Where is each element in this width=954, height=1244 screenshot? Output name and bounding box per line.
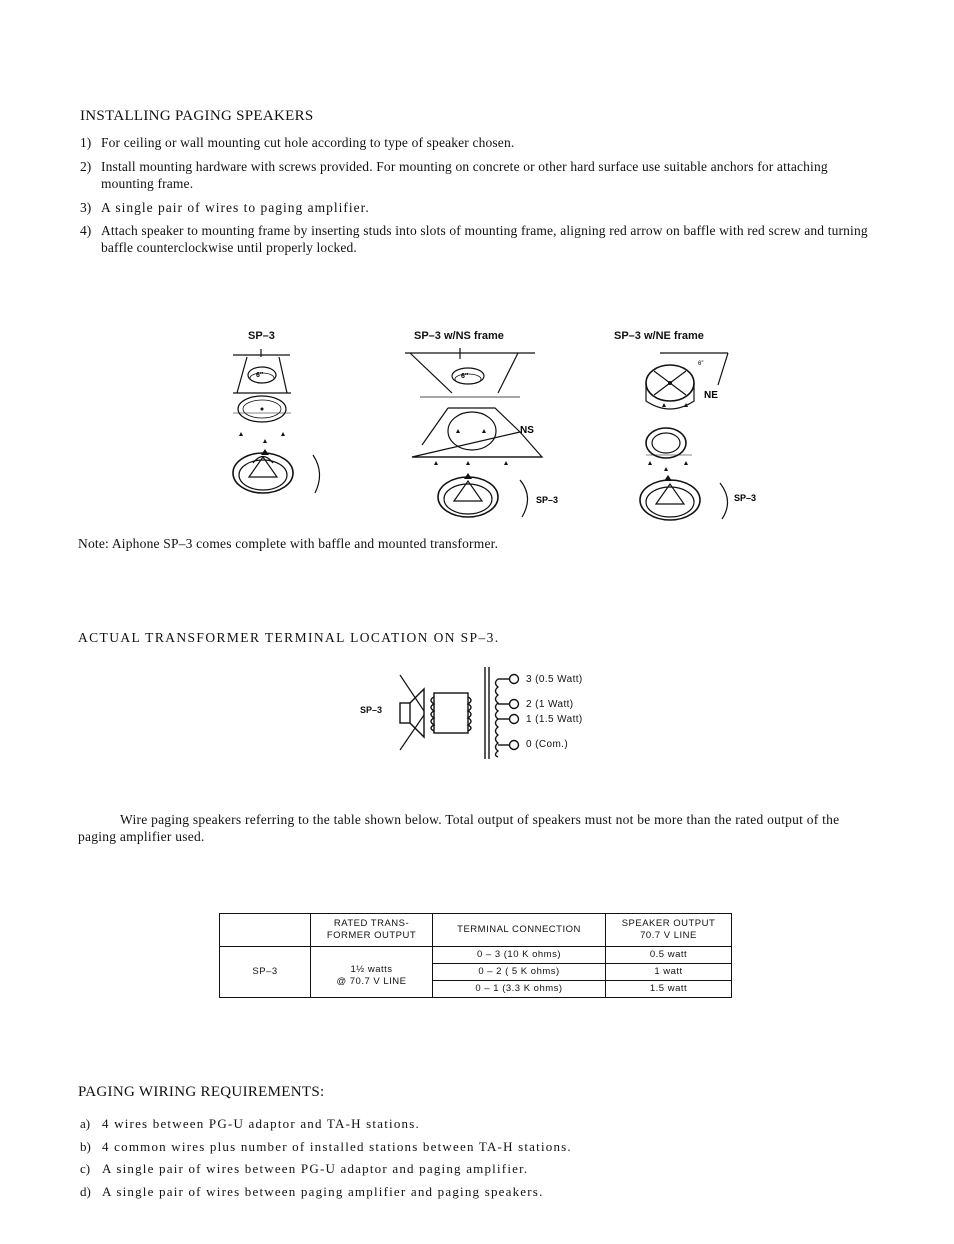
install-step-3 [80, 199, 870, 216]
table-header-rated-text: RATED TRANS- FORMER OUTPUT [326, 918, 417, 941]
ne-frame-label: NE [704, 390, 718, 401]
install-step-4 [80, 222, 870, 256]
ns-frame-label: NS [520, 425, 534, 436]
step-text: Install mounting hardware with screws provided. For mounting on concrete or other hard surface use suitable anchors for attaching mounting frame. [101, 159, 828, 191]
rated-output-watts: 1½ watts [350, 964, 393, 975]
table-model-cell: SP–3 [220, 947, 311, 998]
table-header-output-text: SPEAKER OUTPUT 70.7 V LINE [621, 918, 716, 941]
install-heading: INSTALLING PAGING SPEAKERS [80, 108, 314, 124]
requirement-item [80, 1139, 572, 1155]
table-rated-cell [311, 947, 433, 998]
requirement-item [80, 1116, 420, 1132]
step-number: 3) [80, 200, 92, 215]
requirement-text: A single pair of wires between paging amplifier and paging speakers. [102, 1184, 544, 1199]
rated-output-line: @ 70.7 V LINE [336, 976, 407, 987]
table-header-row [220, 914, 732, 947]
step-number: 1) [80, 135, 92, 150]
ns-frame-mounting-diagram [400, 345, 559, 525]
step-text: A single pair of wires to paging amplifier. [101, 200, 370, 215]
terminal-cell: 0 – 2 ( 5 K ohms) [433, 964, 606, 981]
install-step-1 [80, 134, 870, 151]
ns-size-label: 6″ [461, 373, 469, 380]
table-header-blank [220, 914, 311, 947]
ns-diagram-title: SP–3 w/NS frame [414, 330, 504, 342]
requirement-letter: c) [80, 1161, 91, 1176]
ne-dim-label: 6″ [698, 361, 704, 367]
requirement-letter: d) [80, 1184, 91, 1199]
requirement-text: 4 wires between PG-U adaptor and TA-H stations. [102, 1116, 420, 1131]
output-cell: 1 watt [606, 964, 732, 981]
terminal-0-label: 0 (Com.) [526, 739, 569, 750]
step-number: 2) [80, 159, 92, 174]
baffle-note: Note: Aiphone SP–3 comes complete with baffle and mounted transformer. [78, 536, 499, 551]
step-text: For ceiling or wall mounting cut hole according to type of speaker chosen. [101, 135, 515, 150]
ne-speaker-label: SP–3 [734, 493, 757, 503]
step-number: 4) [80, 223, 92, 238]
requirements-heading: PAGING WIRING REQUIREMENTS: [78, 1084, 325, 1100]
output-cell: 1.5 watt [606, 981, 732, 998]
requirement-letter: b) [80, 1139, 91, 1154]
transformer-heading: ACTUAL TRANSFORMER TERMINAL LOCATION ON SP–3. [78, 630, 500, 645]
terminal-cell: 0 – 3 (10 K ohms) [433, 947, 606, 964]
terminal-3-label: 3 (0.5 Watt) [526, 674, 583, 685]
output-cell: 0.5 watt [606, 947, 732, 964]
requirement-text: A single pair of wires between PG-U adaptor and paging amplifier. [102, 1161, 529, 1176]
ns-speaker-label: SP–3 [536, 495, 559, 505]
sp3-size-label: 6″ [256, 372, 264, 379]
requirement-letter: a) [80, 1116, 91, 1131]
ne-diagram-title: SP–3 w/NE frame [614, 330, 704, 342]
ne-frame-mounting-diagram [630, 345, 770, 525]
sp3-diagram-title: SP–3 [248, 330, 275, 342]
table-header-terminal: TERMINAL CONNECTION [433, 914, 606, 947]
table-header-rated [311, 914, 433, 947]
step-text: Attach speaker to mounting frame by inserting studs into slots of mounting frame, aligning red arrow on baffle with red screw and turning baffle counterclockwise until properly locked. [101, 223, 868, 255]
requirement-item [80, 1161, 528, 1177]
transformer-terminal-diagram [398, 665, 528, 760]
terminal-1-label: 1 (1.5 Watt) [526, 714, 583, 725]
install-step-2 [80, 158, 870, 192]
terminal-cell: 0 – 1 (3.3 K ohms) [433, 981, 606, 998]
terminal-connection-table [219, 913, 732, 998]
wiring-note: Wire paging speakers referring to the table shown below. Total output of speakers must not be more than the rated output of the paging amplifier used. [78, 812, 840, 844]
table-row [220, 947, 732, 964]
table-header-output [606, 914, 732, 947]
sp3-mounting-diagram [225, 345, 335, 505]
transformer-speaker-label: SP–3 [360, 705, 383, 715]
terminal-2-label: 2 (1 Watt) [526, 699, 574, 710]
requirement-text: 4 common wires plus number of installed stations between TA-H stations. [102, 1139, 572, 1154]
requirement-item [80, 1184, 544, 1200]
